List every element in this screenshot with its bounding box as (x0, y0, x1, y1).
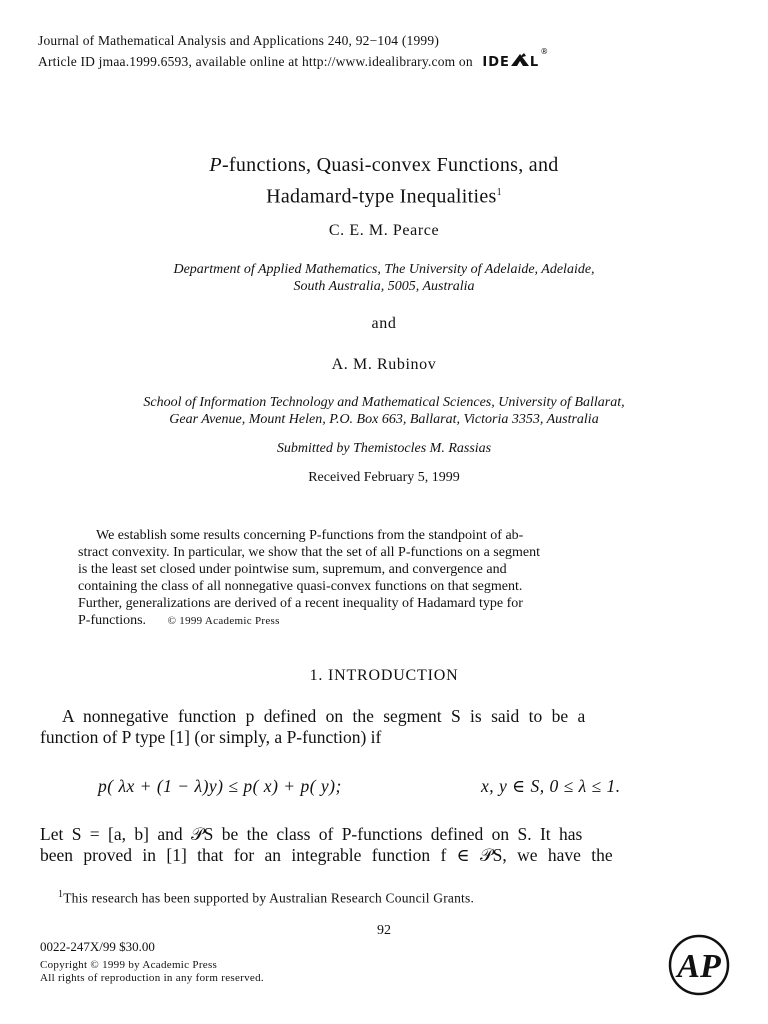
body-paragraph (40, 824, 730, 866)
ideal-logo: IDE L ® (482, 47, 550, 70)
abstract-copyright: © 1999 Academic Press (167, 615, 280, 627)
author-2: A. M. Rubinov (331, 356, 437, 373)
body-line-1: Let S = [a, b] and 𝒫S be the class of P-functions defined on S. It has (40, 824, 583, 844)
paper-title: P-functions, Quasi-convex Functions, and Hadamard-type Inequalities$^1$ (209, 154, 559, 208)
received-date: Received February 5, 1999 (308, 470, 460, 485)
and-separator: and (371, 315, 397, 332)
abstract (78, 527, 692, 630)
abstract-line: We establish some results concerning P-functions from the standpoint of ab- (96, 528, 524, 543)
ideal-logo-mark (510, 53, 530, 67)
abstract-line: Further, generalizations are derived of a recent inequality of Hadamard type for (78, 596, 523, 611)
journal-citation: Journal of Mathematical Analysis and Applications 240, 92−104 (1999) (38, 33, 440, 48)
academic-press-logo (668, 934, 730, 996)
equation-inequality: p( λx + (1 − λ)y) ≤ p( x) + p( y); (98, 776, 342, 796)
abstract-last-line: P-functions. © 1999 Academic Press (78, 613, 280, 628)
footnote-text: This research has been supported by Australian Research Council Grants. (63, 890, 475, 906)
page-number: 92 (377, 923, 391, 938)
title-footnote-mark: 1 (496, 187, 502, 198)
affiliation-2: School of Information Technology and Mathematical Sciences, University of Ballarat, Gear Avenue, Mount Helen, P.O. Box 663, Ballarat, Victoria 3353, Australia (143, 395, 625, 427)
author-1: C. E. M. Pearce (328, 222, 440, 239)
abstract-line: is the least set closed under pointwise sum, supremum, and convergence and (78, 562, 507, 577)
equation (98, 776, 678, 797)
abstract-line: stract convexity. In particular, we show that the set of all P-functions on a segment (78, 545, 540, 560)
footer-rights: All rights of reproduction in any form reserved. (40, 972, 264, 984)
footnote-mark: 1 (58, 889, 64, 900)
article-id-line (38, 47, 550, 70)
svg-text:AP: AP (677, 948, 721, 985)
submitted-by: Submitted by Themistocles M. Rassias (276, 441, 492, 456)
footer-copyright: Copyright © 1999 by Academic Press (40, 959, 218, 971)
equation-condition: x, y ∈ S, 0 ≤ λ ≤ 1. (481, 776, 621, 796)
intro-line-1: A nonnegative function p defined on the segment S is said to be a (62, 706, 586, 726)
affiliation-1: Department of Applied Mathematics, The University of Adelaide, Adelaide, South Australia, 5005, Australia (173, 262, 595, 294)
article-id: Article ID jmaa.1999.6593, available online at http://www.idealibrary.com on (38, 54, 473, 69)
issn-price: 0022-247X/99 $30.00 (40, 939, 155, 954)
body-line-2: been proved in [1] that for an integrable function f ∈ 𝒫S, we have the (40, 845, 613, 865)
intro-line-2: function of P type [1] (or simply, a P-function) if (40, 727, 382, 747)
section-heading: 1. INTRODUCTION (309, 667, 459, 684)
ideal-logo-text: IDE (482, 55, 510, 70)
academic-press-logo-mark (668, 934, 730, 996)
footnote (58, 889, 474, 907)
intro-paragraph (40, 706, 730, 748)
abstract-line: containing the class of all nonnegative quasi-convex functions on that segment. (78, 579, 523, 594)
